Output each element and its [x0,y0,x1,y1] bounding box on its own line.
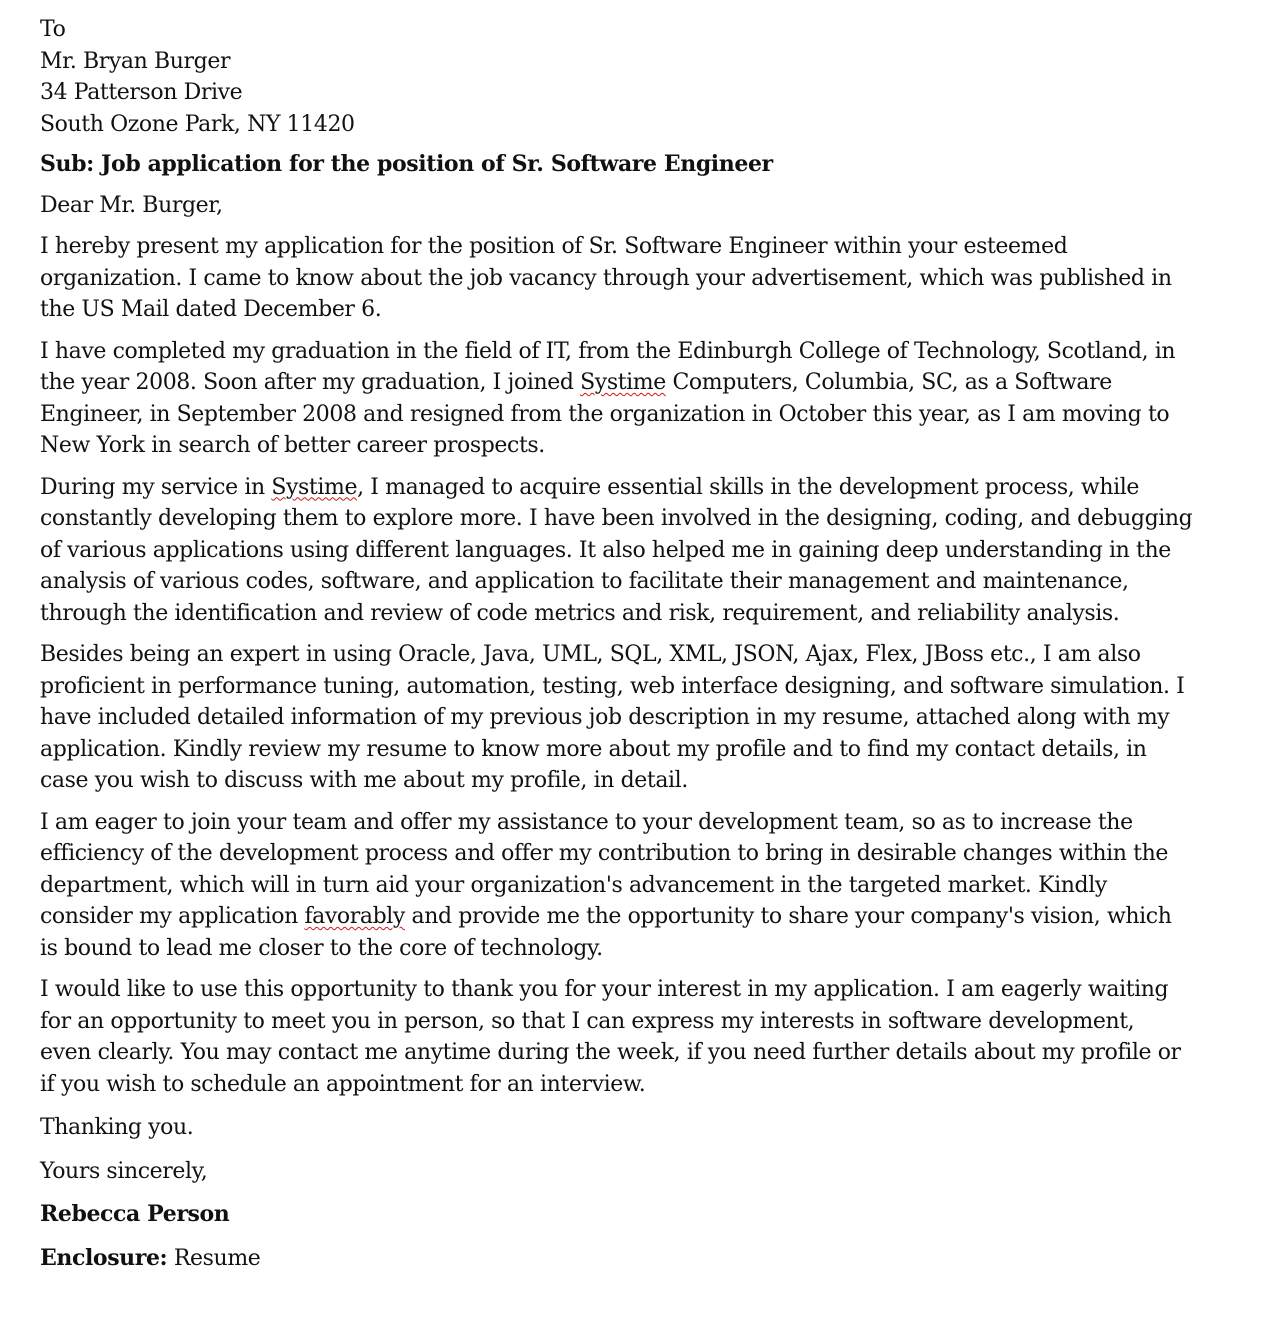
address-to: To [40,17,66,42]
paragraph-line: organization. I came to know about the job vacancy through your advertisement, which was published in [40,265,1172,291]
paragraph-line: Engineer, in September 2008 and resigned from the organization in October this year, as I am moving to [40,401,1170,427]
paragraph-line: I have completed my graduation in the field of IT, from the Edinburgh College of Technology, Scotland, in [40,338,1176,364]
recipient-street: 34 Patterson Drive [40,80,243,105]
paragraph-line: New York in search of better career prospects. [40,433,545,458]
paragraph-3 [40,472,1255,630]
paragraph-line: efficiency of the development process and offer my contribution to bring in desirable changes within the [40,841,1168,866]
enclosure-line [40,1243,1255,1275]
paragraph-line: analysis of various codes, software, and application to facilitate their management and maintenance, [40,569,1129,594]
paragraph-line: through the identification and review of code metrics and risk, requirement, and reliability analysis. [40,600,1120,626]
text-run: and provide me the opportunity to share your company's vision, which [404,904,1172,929]
misspelled-word[interactable]: Systime [580,370,666,395]
paragraph-line [40,367,1255,399]
paragraph-line: even clearly. You may contact me anytime during the week, if you need further details about my profile or [40,1040,1181,1065]
paragraph-line: the US Mail dated December 6. [40,297,382,322]
paragraph-5 [40,807,1255,965]
paragraph-line: application. Kindly review my resume to know more about my profile and to find my contact details, in [40,736,1147,762]
recipient-name: Mr. Bryan Burger [40,48,231,74]
paragraph-line: constantly developing them to explore more. I have been involved in the designing, coding, and debugging [40,506,1193,531]
paragraph-line [40,901,1255,933]
paragraph-line: is bound to lead me closer to the core of technology. [40,935,603,961]
text-run: consider my application [40,904,305,929]
paragraph-line: I hereby present my application for the position of Sr. Software Engineer within your esteemed [40,234,1068,259]
paragraph-line: Besides being an expert in using Oracle, Java, UML, SQL, XML, JSON, Ajax, Flex, JBoss etc., I am also [40,642,1141,667]
recipient-city: South Ozone Park, NY 11420 [40,111,355,137]
salutation: Dear Mr. Burger, [40,192,223,218]
subject-line: Sub: Job application for the position of Sr. Software Engineer [40,151,773,177]
enclosure-value: Resume [167,1245,261,1271]
text-run: During my service in [40,474,272,500]
paragraph-line: department, which will in turn aid your organization's advancement in the targeted market. Kindly [40,872,1107,898]
recipient-address [40,14,1255,140]
paragraph-line: I am eager to join your team and offer my assistance to your development team, so as to increase the [40,809,1133,835]
paragraph-1 [40,231,1255,326]
misspelled-word[interactable]: Systime [271,474,358,500]
paragraph-2 [40,336,1255,462]
paragraph-line: have included detailed information of my previous job description in my resume, attached along with my [40,705,1170,730]
closing-thanks: Thanking you. [40,1115,194,1140]
paragraph-line: for an opportunity to meet you in person, so that I can express my interests in software development, [40,1008,1135,1034]
paragraph-line: I would like to use this opportunity to thank you for your interest in my application. I am eagerly waiting [40,977,1169,1002]
paragraph-6 [40,974,1255,1100]
paragraph-4 [40,639,1255,797]
paragraph-line: proficient in performance tuning, automation, testing, web interface designing, and software simulation. I [40,673,1185,699]
signature-name: Rebecca Person [40,1201,230,1227]
letter-page [40,14,1255,1274]
text-run: the year 2008. Soon after my graduation, I joined [40,370,581,395]
paragraph-line [40,472,1255,504]
paragraph-line: of various applications using different languages. It also helped me in gaining deep understanding in the [40,537,1171,563]
enclosure-label: Enclosure: [40,1244,168,1271]
text-run: , I managed to acquire essential skills in the development process, while [357,474,1139,500]
paragraph-line: case you wish to discuss with me about my profile, in detail. [40,768,688,793]
closing-valediction: Yours sincerely, [40,1158,208,1184]
paragraph-line: if you wish to schedule an appointment for an interview. [40,1071,646,1097]
misspelled-word[interactable]: favorably [304,904,405,929]
text-run: Computers, Columbia, SC, as a Software [665,370,1112,395]
